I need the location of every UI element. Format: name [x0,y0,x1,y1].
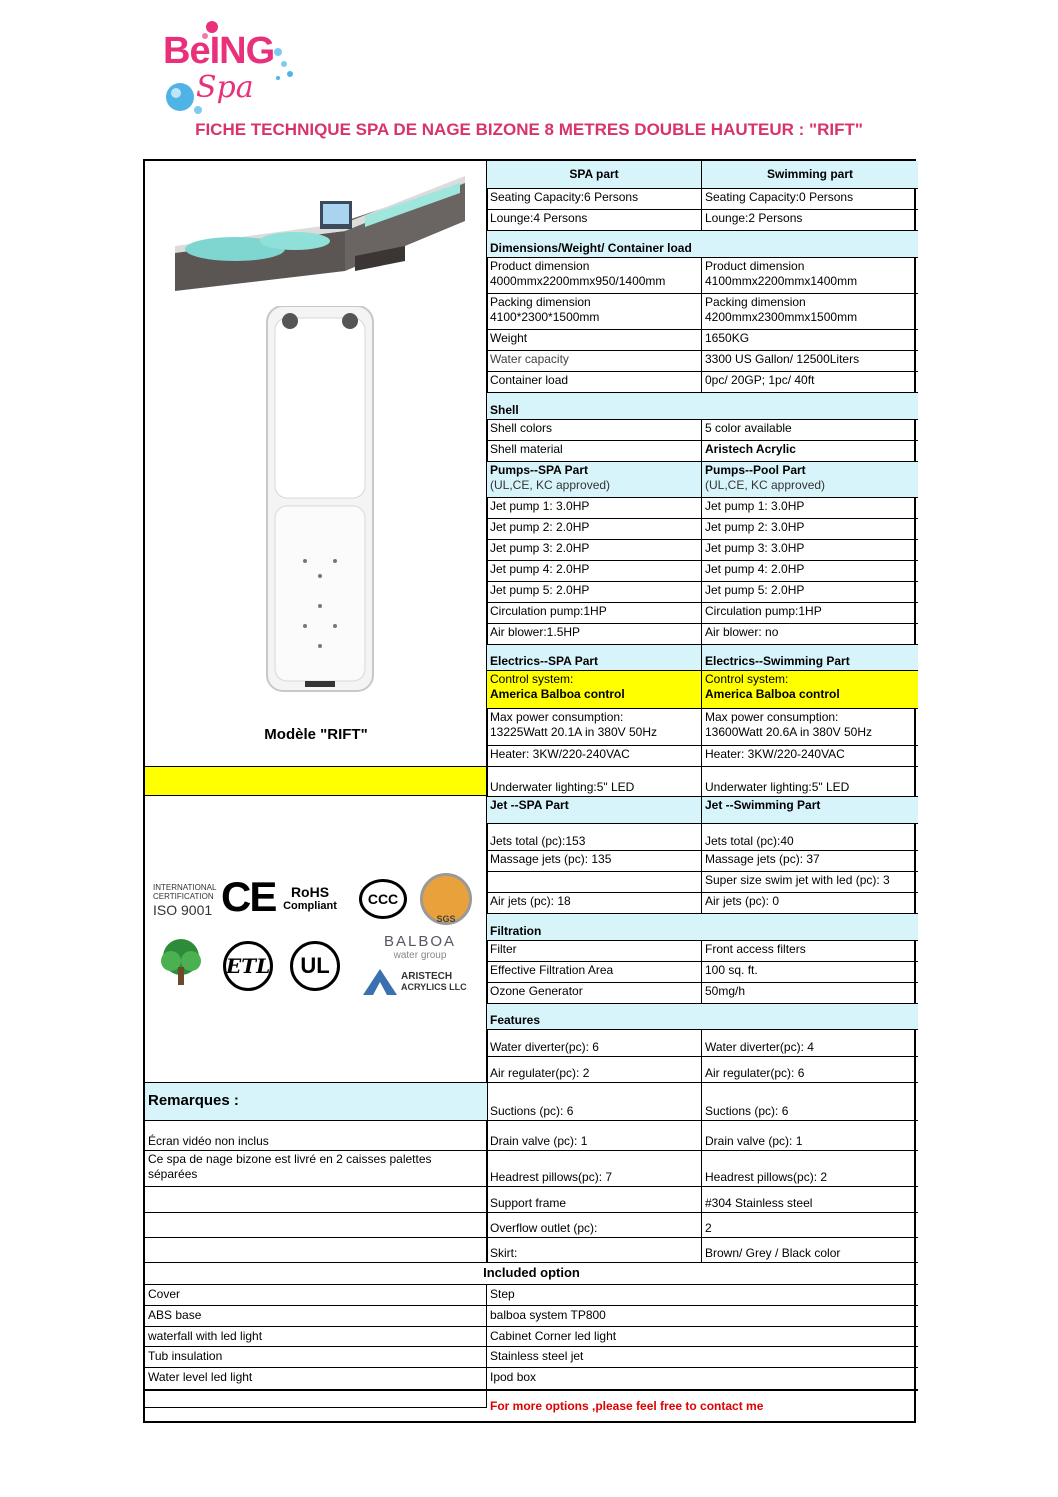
massage-jets-row: Massage jets (pc): 135 Massage jets (pc): 37 [487,850,918,871]
contact-row [145,1389,918,1423]
water-diverter-row: Water diverter(pc): 6 Water diverter(pc): 4 [487,1029,918,1056]
remark-blank-row [145,1212,487,1237]
pump-row: Jet pump 4: 2.0HP Jet pump 4: 2.0HP [487,560,918,581]
features-section: Features [487,1003,918,1029]
pump-row: Jet pump 2: 2.0HP Jet pump 2: 3.0HP [487,518,918,539]
remark-blank-row [145,1186,487,1212]
overflow-row: Overflow outlet (pc): 2 [487,1212,918,1237]
remark-line: Écran vidéo non inclus [145,1120,487,1150]
pump-row: Air blower:1.5HP Air blower: no [487,623,918,644]
seating-row: Seating Capacity:6 Persons Seating Capacity:0 Persons [487,188,918,209]
page-title: FICHE TECHNIQUE SPA DE NAGE BIZONE 8 METRES DOUBLE HAUTEUR : "RIFT" [195,120,863,139]
included-option-row: ABS base balboa system TP800 [145,1305,918,1326]
ce-mark: CE [221,873,276,920]
pump-row: Jet pump 5: 2.0HP Jet pump 5: 2.0HP [487,581,918,602]
included-option-title: Included option [145,1262,918,1284]
spec-header-row: SPA part Swimming part [487,161,918,188]
aristech-a-icon [363,969,397,995]
ozone-row: Ozone Generator 50mg/h [487,982,918,1003]
support-frame-row: Support frame #304 Stainless steel [487,1186,918,1212]
logo-brand-sub: Spa [196,70,254,105]
tree-logo-icon [155,937,207,993]
pump-row: Jet pump 3: 2.0HP Jet pump 3: 3.0HP [487,539,918,560]
etl-mark: ETL [223,941,273,991]
filtration-area-row: Effective Filtration Area 100 sq. ft. [487,961,918,982]
contact-note: For more options ,please feel free to contact me [490,1399,764,1413]
skirt-row: Skirt: Brown/ Grey / Black color [487,1237,918,1262]
dimensions-section: Dimensions/Weight/ Container load [487,230,918,257]
filter-row: Filter Front access filters [487,940,918,961]
pump-row: Jet pump 1: 3.0HP Jet pump 1: 3.0HP [487,497,918,518]
control-system-row: Control system: America Balboa control Control system: America Balboa control [487,670,918,708]
certification-logos [145,871,487,1011]
spec-sheet [143,159,916,1423]
ccc-mark: CCC [359,879,407,919]
suctions-row: Suctions (pc): 6 Suctions (pc): 6 [487,1082,918,1120]
aristech-logo: ARISTECH ACRYLICS LLC [363,969,478,997]
logo-brand-main: BeING [163,30,275,72]
iso-cert: INTERNATIONAL CERTIFICATION ISO 9001 [153,883,217,918]
drain-valve-row: Drain valve (pc): 1 Drain valve (pc): 1 [487,1120,918,1150]
shell-section: Shell [487,392,918,419]
included-option-row: Cover Step [145,1284,918,1305]
shell-colors-row: Shell colors 5 color available [487,419,918,440]
included-option-row: Water level led light Ipod box [145,1367,918,1389]
air-regulator-row: Air regulater(pc): 2 Air regulater(pc): 6 [487,1056,918,1082]
remark-blank-row [145,1237,487,1262]
lounge-row: Lounge:4 Persons Lounge:2 Persons [487,209,918,230]
remarks-heading: Remarques : [145,1082,487,1120]
max-power-row: Max power consumption: 13225Watt 20.1A in 380V 50Hz Max power consumption: 13600Watt 20.6A in 380V 50Hz [487,708,918,745]
included-option-row: Tub insulation Stainless steel jet [145,1346,918,1367]
packing-dimension-row: Packing dimension 4100*2300*1500mm Packing dimension 4200mmx2300mmx1500mm [487,293,918,329]
balboa-logo: BALBOA water group [383,933,457,961]
air-jets-row: Air jets (pc): 18 Air jets (pc): 0 [487,892,918,913]
sgs-mark: SGS [420,873,472,925]
jet-header-row: Jet --SPA Part Jet --Swimming Part [487,796,918,823]
water-capacity-row: Water capacity 3300 US Gallon/ 12500Liters [487,350,918,371]
product-spa-top-view-image [145,306,487,706]
pump-row: Circulation pump:1HP Circulation pump:1HP [487,602,918,623]
shell-material-row: Shell material Aristech Acrylic [487,440,918,461]
jets-total-row: Jets total (pc):153 Jets total (pc):40 [487,823,918,850]
container-load-row: Container load 0pc/ 20GP; 1pc/ 40ft [487,371,918,392]
product-image-area [145,161,487,766]
included-option-row: waterfall with led light Cabinet Corner led light [145,1326,918,1346]
remark-line: Ce spa de nage bizone est livré en 2 caisses palettes séparées [145,1150,487,1186]
filtration-section: Filtration [487,913,918,940]
yellow-band [145,766,487,796]
product-dimension-row: Product dimension 4000mmx2200mmx950/1400mm Product dimension 4100mmx2200mmx1400mm [487,257,918,293]
model-label: Modèle "RIFT" [264,726,368,743]
underwater-lighting-row: Underwater lighting:5" LED Underwater lighting:5" LED [487,766,918,796]
weight-row: Weight 1650KG [487,329,918,350]
ul-mark: UL [290,941,340,991]
heater-row: Heater: 3KW/220-240VAC Heater: 3KW/220-240VAC [487,745,918,766]
electrics-header-row: Electrics--SPA Part Electrics--Swimming Part [487,644,918,670]
super-jet-row: Super size swim jet with led (pc): 3 [487,871,918,892]
rohs-mark: RoHS Compliant [283,884,337,912]
pumps-header-row: Pumps--SPA Part (UL,CE, KC approved) Pumps--Pool Part (UL,CE, KC approved) [487,461,918,497]
headrest-row: Headrest pillows(pc): 7 Headrest pillows(pc): 2 [487,1150,918,1186]
product-spa-perspective-image [145,161,487,311]
